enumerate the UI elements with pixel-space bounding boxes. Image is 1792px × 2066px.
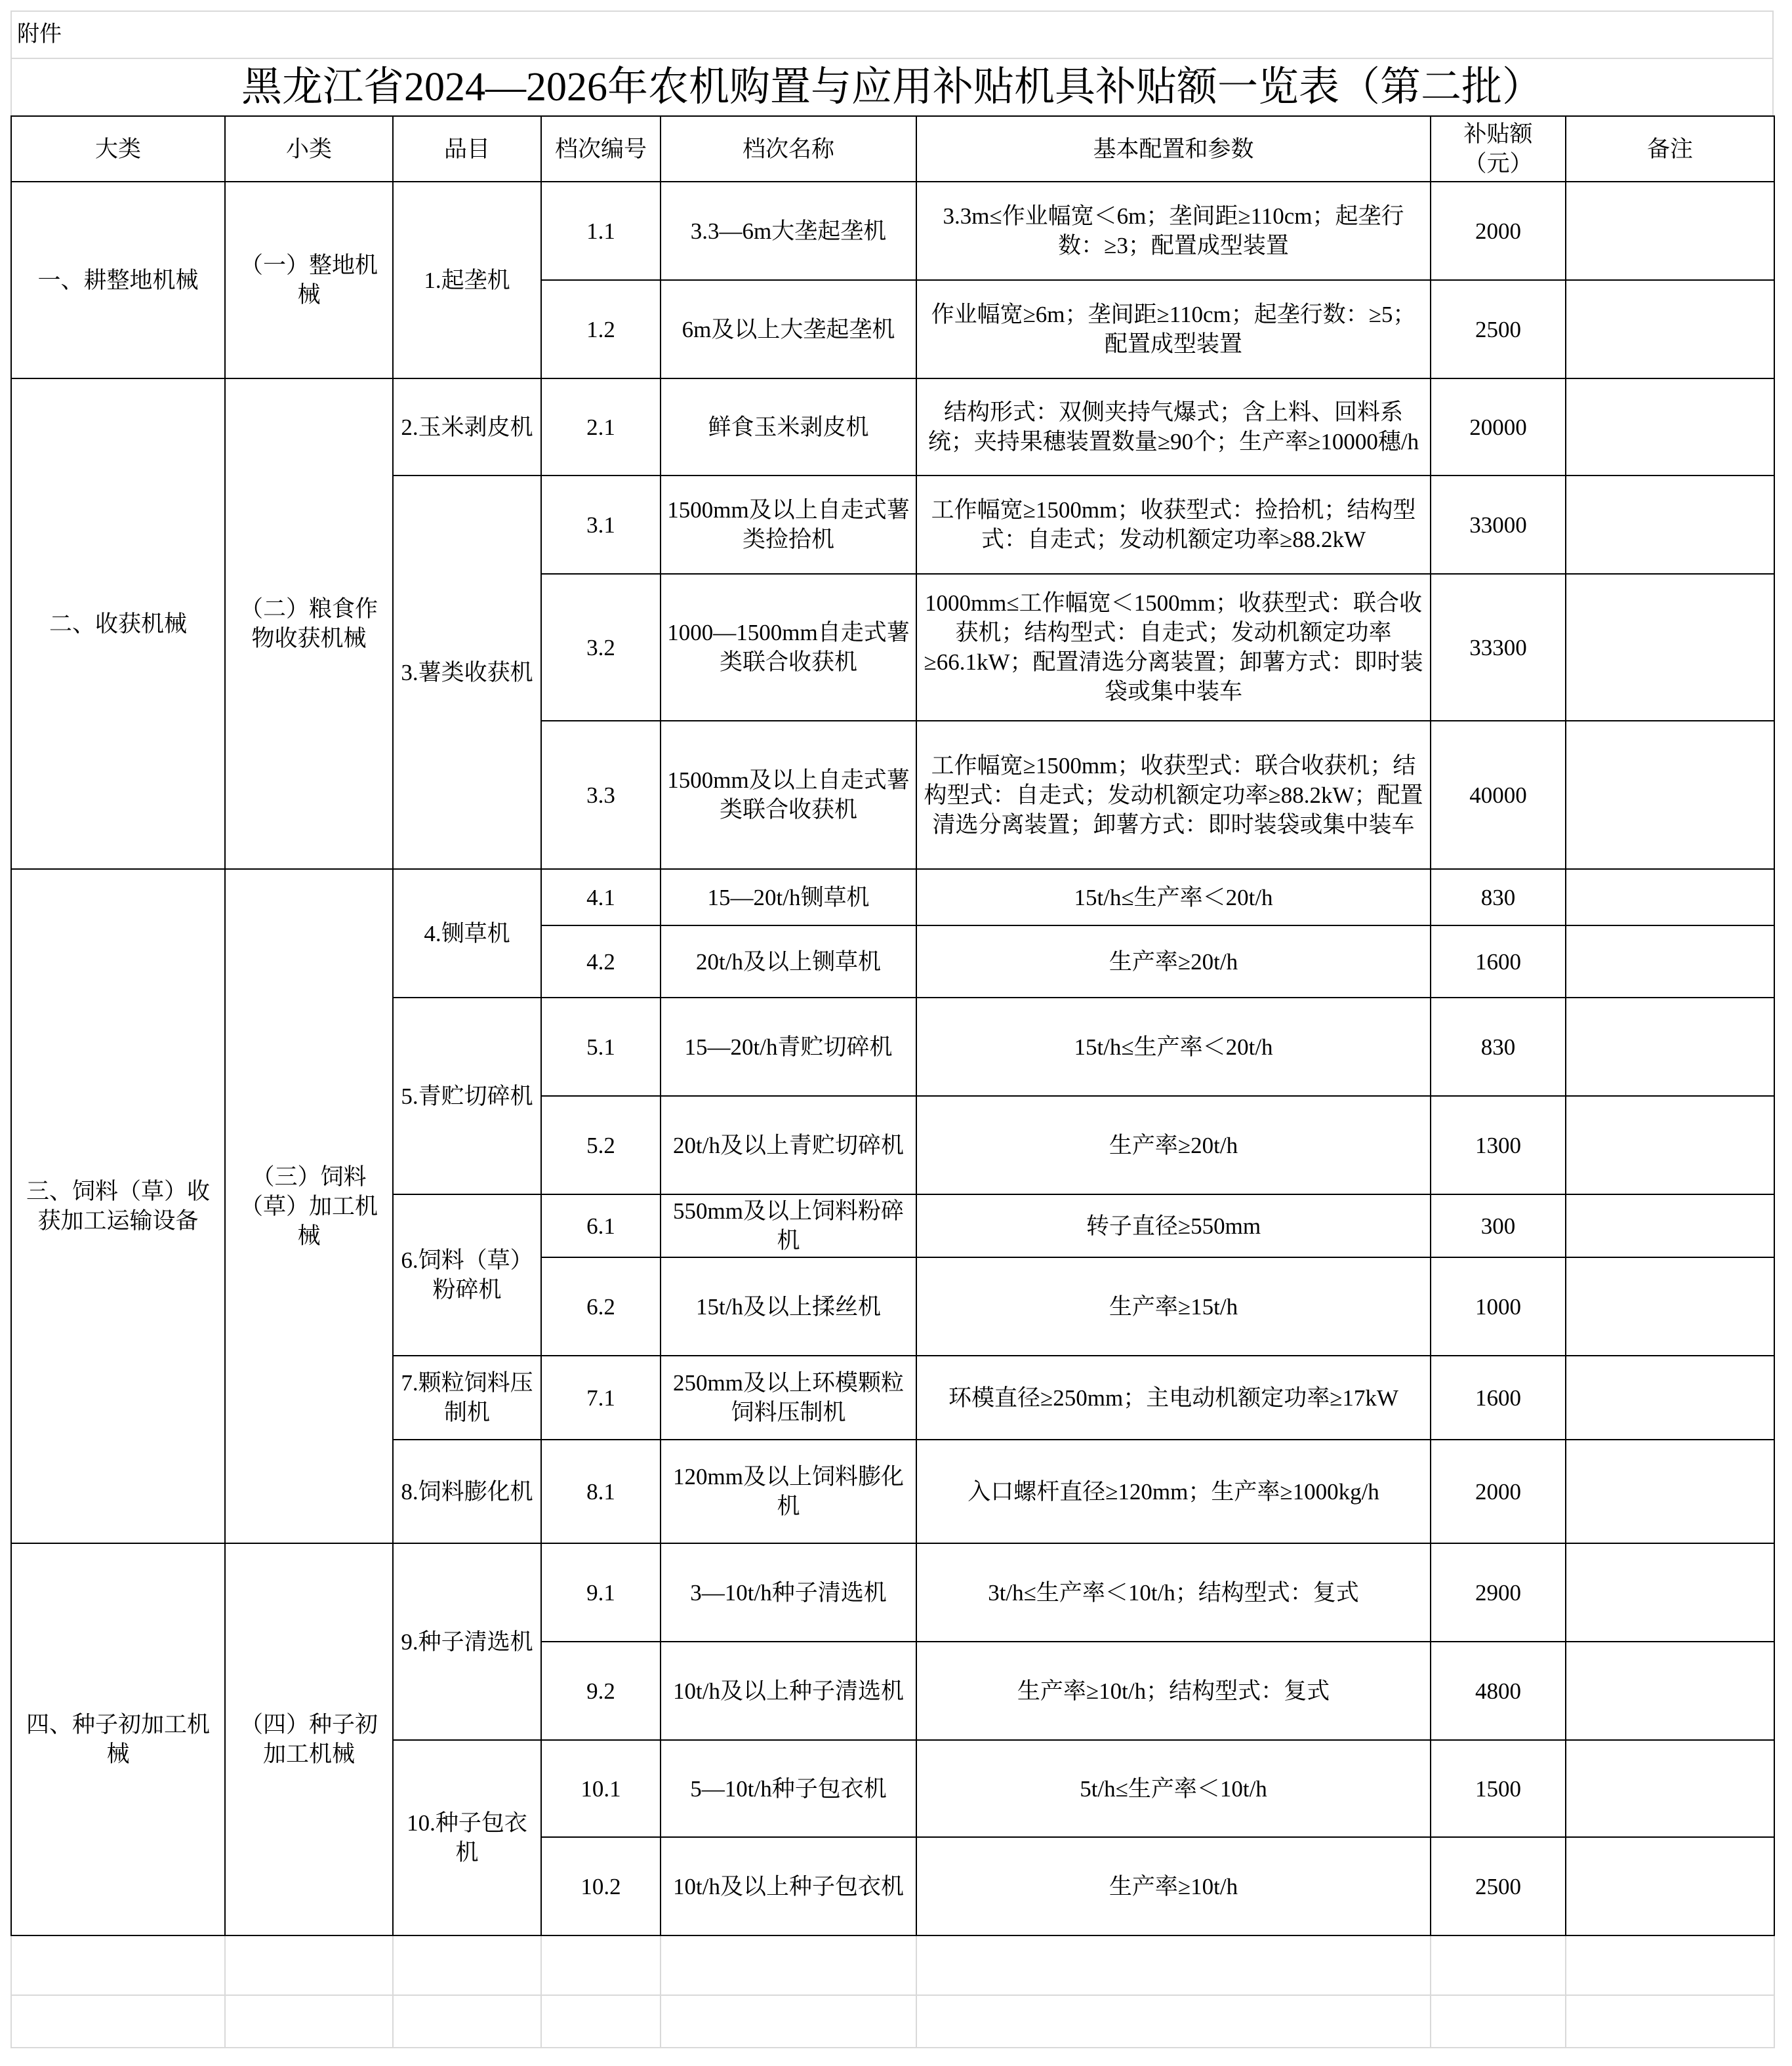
config-cell: 3t/h≤生产率＜10t/h；结构型式：复式 (916, 1543, 1431, 1642)
subsidy-cell: 830 (1431, 998, 1566, 1096)
grade-name-cell: 250mm及以上环模颗粒饲料压制机 (661, 1356, 916, 1440)
category-cell: 一、耕整地机械 (11, 182, 225, 378)
config-cell: 环模直径≥250mm；主电动机额定功率≥17kW (916, 1356, 1431, 1440)
grade-name-cell: 1500mm及以上自走式薯类捡拾机 (661, 476, 916, 574)
grade-name-cell: 10t/h及以上种子包衣机 (661, 1837, 916, 1935)
config-cell: 3.3m≤作业幅宽＜6m；垄间距≥110cm；起垄行数：≥3；配置成型装置 (916, 182, 1431, 280)
remark-cell (1566, 1356, 1774, 1440)
subsidy-cell: 33000 (1431, 476, 1566, 574)
remark-cell (1566, 1543, 1774, 1642)
grid-cell (11, 1936, 225, 1995)
remark-cell (1566, 1642, 1774, 1740)
config-cell: 工作幅宽≥1500mm；收获型式：联合收获机；结构型式：自走式；发动机额定功率≥88.2kW；配置清选分离装置；卸薯方式：即时装袋或集中装车 (916, 721, 1431, 869)
config-cell: 生产率≥10t/h；结构型式：复式 (916, 1642, 1431, 1740)
config-cell: 生产率≥20t/h (916, 1096, 1431, 1194)
grade-name-cell: 15—20t/h青贮切碎机 (661, 998, 916, 1096)
grade-name-cell: 20t/h及以上青贮切碎机 (661, 1096, 916, 1194)
subsidy-header-unit: （元） (1463, 151, 1533, 176)
grade-code-cell: 4.2 (541, 925, 661, 998)
empty-row (11, 1936, 1774, 1995)
subsidy-header (1431, 116, 1566, 182)
item-cell: 2.玉米剥皮机 (393, 378, 541, 476)
item-cell: 3.薯类收获机 (393, 476, 541, 869)
grid-cell (225, 1936, 393, 1995)
grade-code-cell: 1.2 (541, 280, 661, 378)
grade-name-cell: 5—10t/h种子包衣机 (661, 1740, 916, 1837)
remark-cell (1566, 1257, 1774, 1356)
config-cell: 5t/h≤生产率＜10t/h (916, 1740, 1431, 1837)
empty-row (11, 1995, 1774, 2048)
config-cell: 工作幅宽≥1500mm；收获型式：捡拾机；结构型式：自走式；发动机额定功率≥88.2kW (916, 476, 1431, 574)
item-cell: 5.青贮切碎机 (393, 998, 541, 1194)
page-title: 黑龙江省2024—2026年农机购置与应用补贴机具补贴额一览表（第二批） (10, 59, 1774, 115)
grade-code-cell: 3.3 (541, 721, 661, 869)
grid-cell (393, 1995, 541, 2048)
grade-name-cell: 20t/h及以上铡草机 (661, 925, 916, 998)
remark-cell (1566, 869, 1774, 925)
grade-code-cell: 9.1 (541, 1543, 661, 1642)
table-row (11, 182, 1774, 280)
grade-name-header: 档次名称 (661, 116, 916, 182)
subsidy-table (10, 115, 1775, 1936)
subsidy-cell: 33300 (1431, 574, 1566, 721)
grade-code-cell: 3.2 (541, 574, 661, 721)
subsidy-cell: 2000 (1431, 182, 1566, 280)
grade-code-cell: 5.1 (541, 998, 661, 1096)
config-cell: 转子直径≥550mm (916, 1194, 1431, 1257)
item-cell: 10.种子包衣机 (393, 1740, 541, 1935)
remark-cell (1566, 1837, 1774, 1935)
grade-code-cell: 5.2 (541, 1096, 661, 1194)
grade-code-cell: 6.2 (541, 1257, 661, 1356)
config-cell: 15t/h≤生产率＜20t/h (916, 869, 1431, 925)
subcategory-header: 小类 (225, 116, 393, 182)
subsidy-cell: 1300 (1431, 1096, 1566, 1194)
remark-cell (1566, 280, 1774, 378)
item-header: 品目 (393, 116, 541, 182)
grid-cell (661, 1936, 916, 1995)
config-cell: 作业幅宽≥6m；垄间距≥110cm；起垄行数：≥5；配置成型装置 (916, 280, 1431, 378)
grid-cell (1566, 1936, 1774, 1995)
item-cell: 9.种子清选机 (393, 1543, 541, 1740)
item-cell: 8.饲料膨化机 (393, 1440, 541, 1543)
subsidy-cell: 2000 (1431, 1440, 1566, 1543)
config-cell: 结构形式：双侧夹持气爆式；含上料、回料系统；夹持果穗装置数量≥90个；生产率≥10000穗/h (916, 378, 1431, 476)
remark-cell (1566, 476, 1774, 574)
category-cell: 三、饲料（草）收获加工运输设备 (11, 869, 225, 1543)
attachment-label: 附件 (10, 10, 1774, 59)
grade-code-cell: 1.1 (541, 182, 661, 280)
subsidy-cell: 1000 (1431, 1257, 1566, 1356)
config-cell: 入口螺杆直径≥120mm；生产率≥1000kg/h (916, 1440, 1431, 1543)
grade-code-cell: 10.1 (541, 1740, 661, 1837)
grid-cell (916, 1936, 1431, 1995)
item-cell: 6.饲料（草）粉碎机 (393, 1194, 541, 1356)
grade-name-cell: 15t/h及以上揉丝机 (661, 1257, 916, 1356)
remark-cell (1566, 998, 1774, 1096)
grade-name-cell: 15—20t/h铡草机 (661, 869, 916, 925)
config-cell: 生产率≥20t/h (916, 925, 1431, 998)
grid-cell (541, 1936, 661, 1995)
spreadsheet (10, 10, 1774, 2048)
item-cell: 7.颗粒饲料压制机 (393, 1356, 541, 1440)
subsidy-cell: 40000 (1431, 721, 1566, 869)
grade-name-cell: 1500mm及以上自走式薯类联合收获机 (661, 721, 916, 869)
subcategory-cell: （三）饲料（草）加工机械 (225, 869, 393, 1543)
grade-name-cell: 1000—1500mm自走式薯类联合收获机 (661, 574, 916, 721)
grade-code-cell: 6.1 (541, 1194, 661, 1257)
subsidy-cell: 4800 (1431, 1642, 1566, 1740)
remark-cell (1566, 378, 1774, 476)
config-cell: 1000mm≤工作幅宽＜1500mm；收获型式：联合收获机；结构型式：自走式；发动机额定功率≥66.1kW；配置清选分离装置；卸薯方式：即时装袋或集中装车 (916, 574, 1431, 721)
grade-name-cell: 550mm及以上饲料粉碎机 (661, 1194, 916, 1257)
config-cell: 15t/h≤生产率＜20t/h (916, 998, 1431, 1096)
header-row (11, 116, 1774, 182)
subsidy-cell: 300 (1431, 1194, 1566, 1257)
grade-code-cell: 2.1 (541, 378, 661, 476)
subsidy-cell: 20000 (1431, 378, 1566, 476)
table-row (11, 1543, 1774, 1642)
grid-cell (916, 1995, 1431, 2048)
grade-code-cell: 7.1 (541, 1356, 661, 1440)
remark-cell (1566, 1440, 1774, 1543)
grid-cell (1566, 1995, 1774, 2048)
subcategory-cell: （二）粮食作物收获机械 (225, 378, 393, 869)
grade-name-cell: 6m及以上大垄起垄机 (661, 280, 916, 378)
grade-code-cell: 10.2 (541, 1837, 661, 1935)
grade-name-cell: 10t/h及以上种子清选机 (661, 1642, 916, 1740)
subcategory-cell: （一）整地机械 (225, 182, 393, 378)
item-cell: 1.起垄机 (393, 182, 541, 378)
subsidy-cell: 1600 (1431, 1356, 1566, 1440)
subsidy-cell: 1600 (1431, 925, 1566, 998)
grid-cell (1431, 1936, 1566, 1995)
table-row (11, 378, 1774, 476)
remark-cell (1566, 574, 1774, 721)
table-row (11, 869, 1774, 925)
subcategory-cell: （四）种子初加工机械 (225, 1543, 393, 1935)
category-cell: 二、收获机械 (11, 378, 225, 869)
remark-cell (1566, 1740, 1774, 1837)
config-cell: 生产率≥10t/h (916, 1837, 1431, 1935)
grid-cell (1431, 1995, 1566, 2048)
category-header: 大类 (11, 116, 225, 182)
subsidy-header-label: 补贴额 (1463, 121, 1533, 147)
remark-cell (1566, 1096, 1774, 1194)
config-header: 基本配置和参数 (916, 116, 1431, 182)
subsidy-cell: 1500 (1431, 1740, 1566, 1837)
grade-name-cell: 3.3—6m大垄起垄机 (661, 182, 916, 280)
remark-header: 备注 (1566, 116, 1774, 182)
empty-grid (10, 1936, 1775, 2048)
subsidy-cell: 2500 (1431, 280, 1566, 378)
grid-cell (661, 1995, 916, 2048)
grid-cell (225, 1995, 393, 2048)
grade-code-cell: 8.1 (541, 1440, 661, 1543)
grid-cell (393, 1936, 541, 1995)
subsidy-cell: 2900 (1431, 1543, 1566, 1642)
remark-cell (1566, 1194, 1774, 1257)
grade-name-cell: 3—10t/h种子清选机 (661, 1543, 916, 1642)
grade-code-cell: 3.1 (541, 476, 661, 574)
category-cell: 四、种子初加工机械 (11, 1543, 225, 1935)
item-cell: 4.铡草机 (393, 869, 541, 998)
grid-cell (11, 1995, 225, 2048)
subsidy-cell: 2500 (1431, 1837, 1566, 1935)
subsidy-cell: 830 (1431, 869, 1566, 925)
config-cell: 生产率≥15t/h (916, 1257, 1431, 1356)
grid-cell (541, 1995, 661, 2048)
remark-cell (1566, 925, 1774, 998)
remark-cell (1566, 182, 1774, 280)
grade-code-header: 档次编号 (541, 116, 661, 182)
remark-cell (1566, 721, 1774, 869)
grade-name-cell: 120mm及以上饲料膨化机 (661, 1440, 916, 1543)
grade-code-cell: 4.1 (541, 869, 661, 925)
grade-name-cell: 鲜食玉米剥皮机 (661, 378, 916, 476)
grade-code-cell: 9.2 (541, 1642, 661, 1740)
